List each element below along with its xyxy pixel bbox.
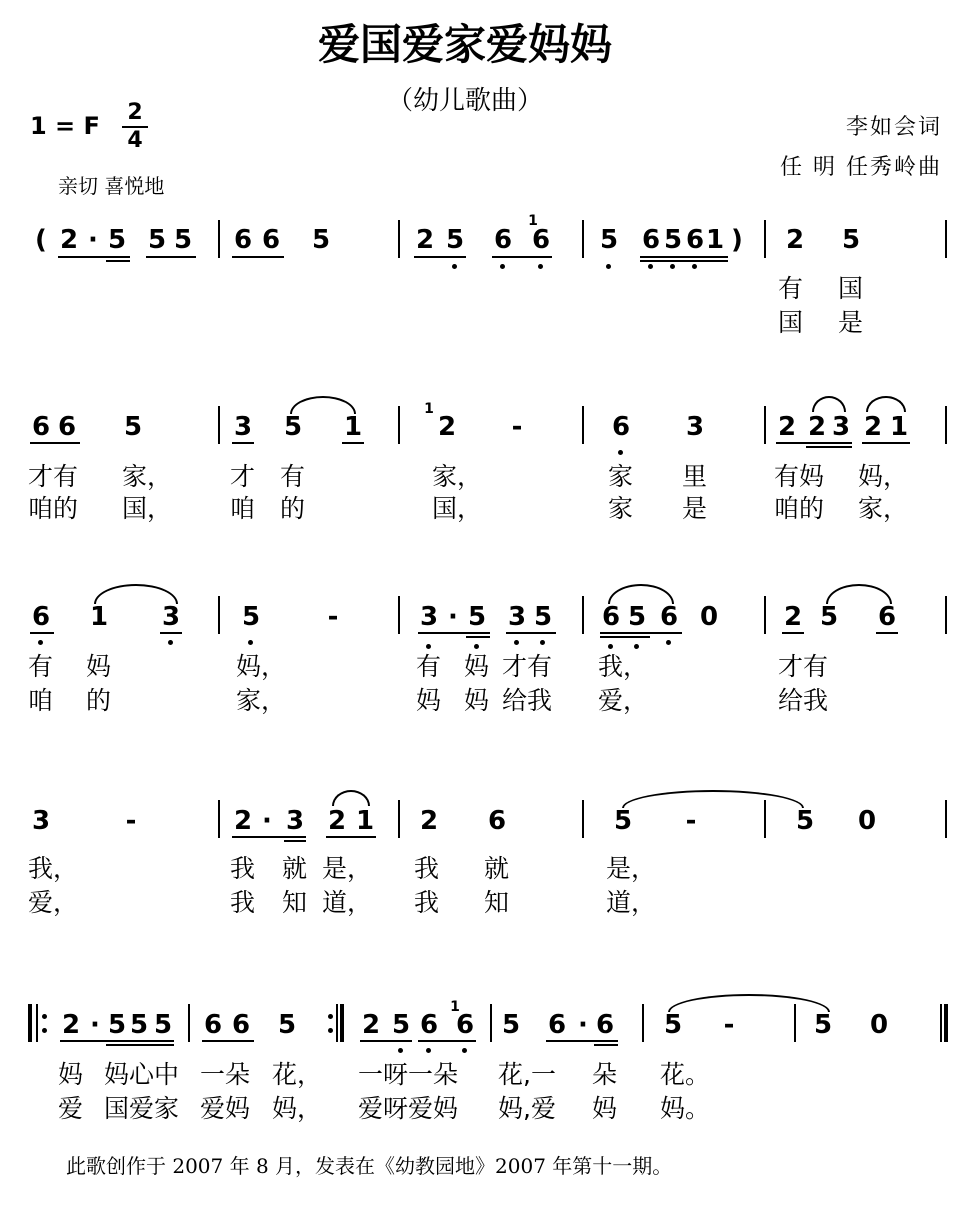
lyric: 才 — [230, 462, 256, 491]
low-dot — [608, 644, 613, 649]
underline — [776, 442, 852, 444]
lyric: 妈 — [416, 686, 442, 715]
song-subtitle: （幼儿歌曲） — [386, 86, 543, 116]
underline — [160, 632, 182, 634]
lyric: 里 — [682, 462, 708, 491]
bar-line — [218, 406, 220, 444]
slur — [866, 396, 906, 412]
note: 5 — [467, 602, 487, 632]
bar-line — [582, 406, 584, 444]
bar-line — [398, 800, 400, 838]
low-dot — [618, 450, 623, 455]
grace-note: 1 — [424, 401, 434, 417]
note: 6 — [601, 602, 621, 632]
note: 6 — [455, 1010, 475, 1040]
note: 0 — [699, 602, 719, 632]
note: 2 — [777, 412, 797, 442]
key-signature: 1 = F — [30, 112, 100, 140]
note: 3 — [31, 806, 51, 836]
lyric: 一呀一朵 — [358, 1060, 459, 1089]
underline — [806, 446, 852, 448]
lyric: 给我 — [502, 686, 553, 715]
underline — [360, 1040, 412, 1042]
lyric: 咱的 — [774, 494, 825, 523]
note: 2 — [783, 602, 803, 632]
dot-mark: · — [448, 602, 458, 632]
lyric: 国 — [838, 274, 864, 303]
underline — [466, 636, 490, 638]
note: 2 — [419, 806, 439, 836]
bar-line — [218, 800, 220, 838]
lyric: 道， — [322, 888, 373, 917]
note: 3 — [419, 602, 439, 632]
note: 5 — [663, 225, 683, 255]
lyric: 我 — [414, 888, 440, 917]
final-bar — [940, 1004, 942, 1042]
lyric: 爱 — [58, 1094, 84, 1123]
note: 5 — [277, 1010, 297, 1040]
note: 1 — [343, 412, 363, 442]
lyric: 爱呀爱妈 — [358, 1094, 459, 1123]
lyric: 国爱家 — [104, 1094, 180, 1123]
low-dot — [648, 264, 653, 269]
underline — [414, 256, 466, 258]
repeat-end-bar — [336, 1004, 338, 1042]
lyric: 妈。 — [660, 1094, 711, 1123]
note: 1 — [355, 806, 375, 836]
low-dot — [38, 640, 43, 645]
lyric: 是， — [606, 854, 657, 883]
lyric: 咱的 — [28, 494, 79, 523]
lyric: 道， — [606, 888, 657, 917]
repeat-end-bar — [340, 1004, 344, 1042]
lyric: 妈,爱 — [498, 1094, 556, 1123]
note: 6 — [493, 225, 513, 255]
low-dot — [540, 640, 545, 645]
publication-note: 此歌创作于 2007 年 8 月，发表在《幼教园地》2007 年第十一期。 — [66, 1154, 673, 1178]
low-dot — [606, 264, 611, 269]
note: 2 — [233, 806, 253, 836]
low-dot — [514, 640, 519, 645]
underline — [492, 256, 552, 258]
note: 6 — [261, 225, 281, 255]
note: 6 — [31, 602, 51, 632]
note: 6 — [877, 602, 897, 632]
lyric: 我 — [414, 854, 440, 883]
underline — [640, 260, 728, 262]
underline — [640, 256, 728, 258]
note: 5 — [241, 602, 261, 632]
underline — [594, 1044, 618, 1046]
time-bottom: 4 — [127, 128, 143, 153]
final-bar — [944, 1004, 948, 1042]
lyric: 家， — [432, 462, 483, 491]
lyric: 花,一 — [498, 1060, 556, 1089]
repeat-dot — [42, 1014, 47, 1019]
note: 5 — [819, 602, 839, 632]
dash: - — [685, 806, 697, 836]
low-dot — [168, 640, 173, 645]
bar-line — [764, 596, 766, 634]
low-dot — [398, 1048, 403, 1053]
lyric: 家， — [236, 686, 287, 715]
lyric: 就 — [282, 854, 308, 883]
lyric: 有妈 — [774, 462, 825, 491]
bar-line — [945, 596, 947, 634]
lyric: 妈 — [592, 1094, 618, 1123]
underline — [60, 1040, 174, 1042]
bar-line — [764, 406, 766, 444]
slur — [622, 790, 804, 808]
low-dot — [670, 264, 675, 269]
underline — [600, 632, 682, 634]
note: 3 — [161, 602, 181, 632]
underline — [232, 836, 306, 838]
note: 3 — [685, 412, 705, 442]
note: 5 — [107, 1010, 127, 1040]
lyric: 才有 — [502, 652, 553, 681]
underline — [506, 632, 556, 634]
note: 6 — [547, 1010, 567, 1040]
note: 6 — [419, 1010, 439, 1040]
lyric: 家， — [858, 494, 909, 523]
lyric: 的 — [86, 686, 112, 715]
tempo-marking: 亲切 喜悦地 — [58, 174, 165, 198]
note: 1 — [889, 412, 909, 442]
lyric: 妈 — [464, 686, 490, 715]
lyric: 家 — [608, 494, 634, 523]
underline — [106, 1044, 174, 1046]
lyric: 咱 — [28, 686, 54, 715]
lyric: 知 — [484, 888, 510, 917]
underline — [232, 256, 284, 258]
lyric: 爱， — [28, 888, 79, 917]
note: 5 — [445, 225, 465, 255]
note: 0 — [857, 806, 877, 836]
note: 6 — [487, 806, 507, 836]
underline — [106, 260, 130, 262]
note: 5 — [841, 225, 861, 255]
bar-line — [582, 596, 584, 634]
note: 5 — [599, 225, 619, 255]
lyric: 朵 — [592, 1060, 618, 1089]
underline — [202, 1040, 254, 1042]
lyric: 知 — [282, 888, 308, 917]
note: 6 — [659, 602, 679, 632]
note: 5 — [627, 602, 647, 632]
underline — [326, 836, 376, 838]
grace-note: 1 — [528, 213, 538, 229]
slur — [290, 396, 356, 414]
note: 6 — [233, 225, 253, 255]
repeat-start-bar — [28, 1004, 32, 1042]
note: 1 — [89, 602, 109, 632]
underline — [546, 1040, 618, 1042]
note: 6 — [611, 412, 631, 442]
low-dot — [634, 644, 639, 649]
note: 6 — [641, 225, 661, 255]
note: 5 — [663, 1010, 683, 1040]
low-dot — [452, 264, 457, 269]
note: 5 — [153, 1010, 173, 1040]
lyric: 我 — [230, 854, 256, 883]
note: 5 — [501, 1010, 521, 1040]
lyric: 爱， — [598, 686, 649, 715]
note: 3 — [233, 412, 253, 442]
note: 6 — [231, 1010, 251, 1040]
low-dot — [538, 264, 543, 269]
note: 6 — [595, 1010, 615, 1040]
bar-line — [945, 220, 947, 258]
bar-line — [490, 1004, 492, 1042]
lyric: 妈， — [272, 1094, 323, 1123]
lyricist-credit: 李如会词 — [845, 115, 942, 140]
note: 2 — [807, 412, 827, 442]
lyric: 才有 — [28, 462, 79, 491]
underline — [782, 632, 804, 634]
slur — [608, 584, 674, 604]
time-top: 2 — [127, 100, 143, 125]
bar-line — [218, 220, 220, 258]
slur — [668, 994, 830, 1012]
note: 5 — [795, 806, 815, 836]
underline — [862, 442, 910, 444]
underline — [30, 442, 80, 444]
lyric: 我 — [230, 888, 256, 917]
low-dot — [692, 264, 697, 269]
underline — [146, 256, 196, 258]
dash: - — [125, 806, 137, 836]
dot-mark: · — [88, 225, 98, 255]
lyric: 国 — [778, 308, 804, 337]
lyric: 妈， — [858, 462, 909, 491]
note: 0 — [869, 1010, 889, 1040]
dot-mark: · — [578, 1010, 588, 1040]
note: 2 — [361, 1010, 381, 1040]
note: 6 — [31, 412, 51, 442]
note: 5 — [533, 602, 553, 632]
lyric: 有 — [416, 652, 442, 681]
lyric: 我， — [28, 854, 79, 883]
note: 2 — [327, 806, 347, 836]
note: 2 — [59, 225, 79, 255]
underline — [284, 840, 306, 842]
composer-credit: 任 明 任秀岭曲 — [780, 155, 942, 180]
bar-line — [582, 220, 584, 258]
note: 5 — [283, 412, 303, 442]
note: 5 — [107, 225, 127, 255]
note: 5 — [613, 806, 633, 836]
note: 2 — [785, 225, 805, 255]
lyric: 家 — [608, 462, 634, 491]
note: 1 — [705, 225, 725, 255]
lyric: 有 — [28, 652, 54, 681]
slur — [94, 584, 178, 604]
grace-note: 1 — [450, 999, 460, 1015]
dot-mark: · — [90, 1010, 100, 1040]
note: 5 — [391, 1010, 411, 1040]
bar-line — [398, 406, 400, 444]
repeat-start-bar — [36, 1004, 38, 1042]
note: 5 — [123, 412, 143, 442]
lyric: 是 — [682, 494, 708, 523]
bar-line — [945, 406, 947, 444]
lyric: 才有 — [778, 652, 829, 681]
low-dot — [426, 644, 431, 649]
bar-line — [945, 800, 947, 838]
low-dot — [500, 264, 505, 269]
bar-line — [218, 596, 220, 634]
bar-line — [398, 596, 400, 634]
note: 6 — [685, 225, 705, 255]
time-signature — [118, 100, 152, 154]
note: 5 — [813, 1010, 833, 1040]
paren-open: ( — [35, 225, 47, 255]
repeat-dot — [328, 1014, 333, 1019]
lyric: 国， — [432, 494, 483, 523]
low-dot — [666, 640, 671, 645]
note: 5 — [311, 225, 331, 255]
note: 3 — [831, 412, 851, 442]
lyric: 给我 — [778, 686, 829, 715]
lyric: 爱妈 — [200, 1094, 251, 1123]
note: 3 — [507, 602, 527, 632]
dash: - — [511, 412, 523, 442]
lyric: 是， — [322, 854, 373, 883]
slur — [826, 584, 892, 604]
lyric: 花， — [272, 1060, 323, 1089]
repeat-dot — [328, 1028, 333, 1033]
lyric: 咱 — [230, 494, 256, 523]
note: 2 — [437, 412, 457, 442]
lyric: 妈 — [86, 652, 112, 681]
underline — [232, 442, 254, 444]
paren-close: ) — [731, 225, 743, 255]
underline — [418, 632, 490, 634]
bar-line — [188, 1004, 190, 1042]
note: 2 — [61, 1010, 81, 1040]
lyric: 国， — [122, 494, 173, 523]
lyric: 一朵 — [200, 1060, 251, 1089]
low-dot — [426, 1048, 431, 1053]
underline — [342, 442, 364, 444]
bar-line — [398, 220, 400, 258]
lyric: 有 — [778, 274, 804, 303]
note: 6 — [531, 225, 551, 255]
lyric: 妈， — [236, 652, 287, 681]
song-title: 爱国爱家爱妈妈 — [317, 20, 612, 69]
underline — [58, 256, 130, 258]
low-dot — [474, 644, 479, 649]
lyric: 妈心中 — [104, 1060, 180, 1089]
underline — [876, 632, 898, 634]
low-dot — [248, 640, 253, 645]
underline — [30, 632, 54, 634]
lyric: 就 — [484, 854, 510, 883]
repeat-dot — [42, 1028, 47, 1033]
dash: - — [723, 1010, 735, 1040]
dot-mark: · — [262, 806, 272, 836]
note: 2 — [863, 412, 883, 442]
slur — [812, 396, 846, 412]
lyric: 有 — [280, 462, 306, 491]
dash: - — [327, 602, 339, 632]
note: 5 — [173, 225, 193, 255]
note: 6 — [57, 412, 77, 442]
lyric: 我， — [598, 652, 649, 681]
note: 3 — [285, 806, 305, 836]
slur — [332, 790, 370, 806]
lyric: 的 — [280, 494, 306, 523]
lyric: 家， — [122, 462, 173, 491]
lyric: 妈 — [464, 652, 490, 681]
note: 2 — [415, 225, 435, 255]
bar-line — [582, 800, 584, 838]
lyric: 是 — [838, 308, 864, 337]
lyric: 花。 — [660, 1060, 711, 1089]
lyric: 妈 — [58, 1060, 84, 1089]
bar-line — [642, 1004, 644, 1042]
note: 6 — [203, 1010, 223, 1040]
low-dot — [462, 1048, 467, 1053]
underline — [600, 636, 650, 638]
note: 5 — [147, 225, 167, 255]
underline — [418, 1040, 476, 1042]
note: 5 — [129, 1010, 149, 1040]
bar-line — [764, 220, 766, 258]
